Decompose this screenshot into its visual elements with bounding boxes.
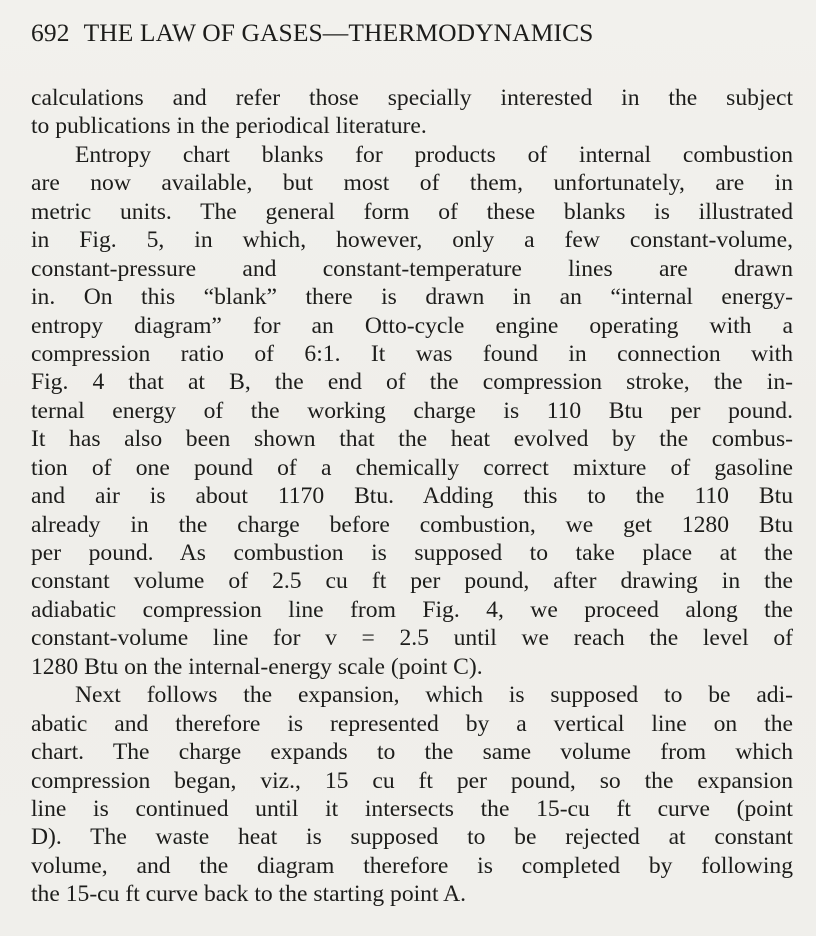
text-line: line is continued until it intersects the 15-cu ft curve (point xyxy=(31,795,793,822)
text-line: per pound. As combustion is supposed to take place at the xyxy=(31,540,793,566)
text-line: Entropy chart blanks for products of internal combustion xyxy=(75,141,793,168)
text-line: It has also been shown that the heat evolved by the combus- xyxy=(31,426,793,453)
text-line: metric units. The general form of these blanks is illustrated xyxy=(31,198,793,225)
text-line: and air is about 1170 Btu. Adding this to the 110 Btu xyxy=(31,483,793,510)
text-line: D). The waste heat is supposed to be rejected at constant xyxy=(31,824,793,851)
text-line: constant-pressure and constant-temperature lines are drawn xyxy=(31,255,793,282)
text-line: are now available, but most of them, unfortunately, are in xyxy=(31,170,793,197)
paragraph xyxy=(31,84,793,141)
text-line: adiabatic compression line from Fig. 4, we proceed along the xyxy=(31,596,793,623)
text-line: entropy diagram” for an Otto-cycle engine operating with a xyxy=(31,312,793,339)
text-line: constant volume of 2.5 cu ft per pound, after drawing in the xyxy=(31,568,793,595)
text-line: ternal energy of the working charge is 110 Btu per pound. xyxy=(31,397,793,424)
text-line: 1280 Btu on the internal-energy scale (point C). xyxy=(31,653,483,680)
text-line: in Fig. 5, in which, however, only a few constant-volume, xyxy=(31,227,793,254)
body-text xyxy=(31,84,793,909)
chapter-title: THE LAW OF GASES—THERMODYNAMICS xyxy=(83,18,594,47)
text-line: volume, and the diagram therefore is completed by following xyxy=(31,852,793,879)
text-line: compression began, viz., 15 cu ft per pound, so the expansion xyxy=(31,767,793,794)
text-line: in. On this “blank” there is drawn in an “internal energy- xyxy=(31,284,793,311)
text-line: chart. The charge expands to the same volume from which xyxy=(31,739,793,766)
text-line: to publications in the periodical literature. xyxy=(31,113,427,140)
text-line: constant-volume line for v = 2.5 until we reach the level of xyxy=(31,625,793,652)
text-line: already in the charge before combustion, we get 1280 Btu xyxy=(31,511,793,538)
text-line: tion of one pound of a chemically correct mixture of gasoline xyxy=(31,454,793,481)
text-line: Fig. 4 that at B, the end of the compression stroke, the in- xyxy=(31,369,793,396)
text-line: compression ratio of 6:1. It was found in connection with xyxy=(31,340,793,367)
running-head xyxy=(31,17,791,49)
text-line: the 15-cu ft curve back to the starting point A. xyxy=(31,881,467,908)
text-line: Next follows the expansion, which is supposed to be adi- xyxy=(75,682,793,709)
paragraph xyxy=(31,681,793,909)
page-number: 692 xyxy=(31,18,70,47)
text-line: calculations and refer those specially interested in the subject xyxy=(31,85,793,111)
paragraph xyxy=(31,141,793,681)
text-line: abatic and therefore is represented by a vertical line on the xyxy=(31,710,793,737)
